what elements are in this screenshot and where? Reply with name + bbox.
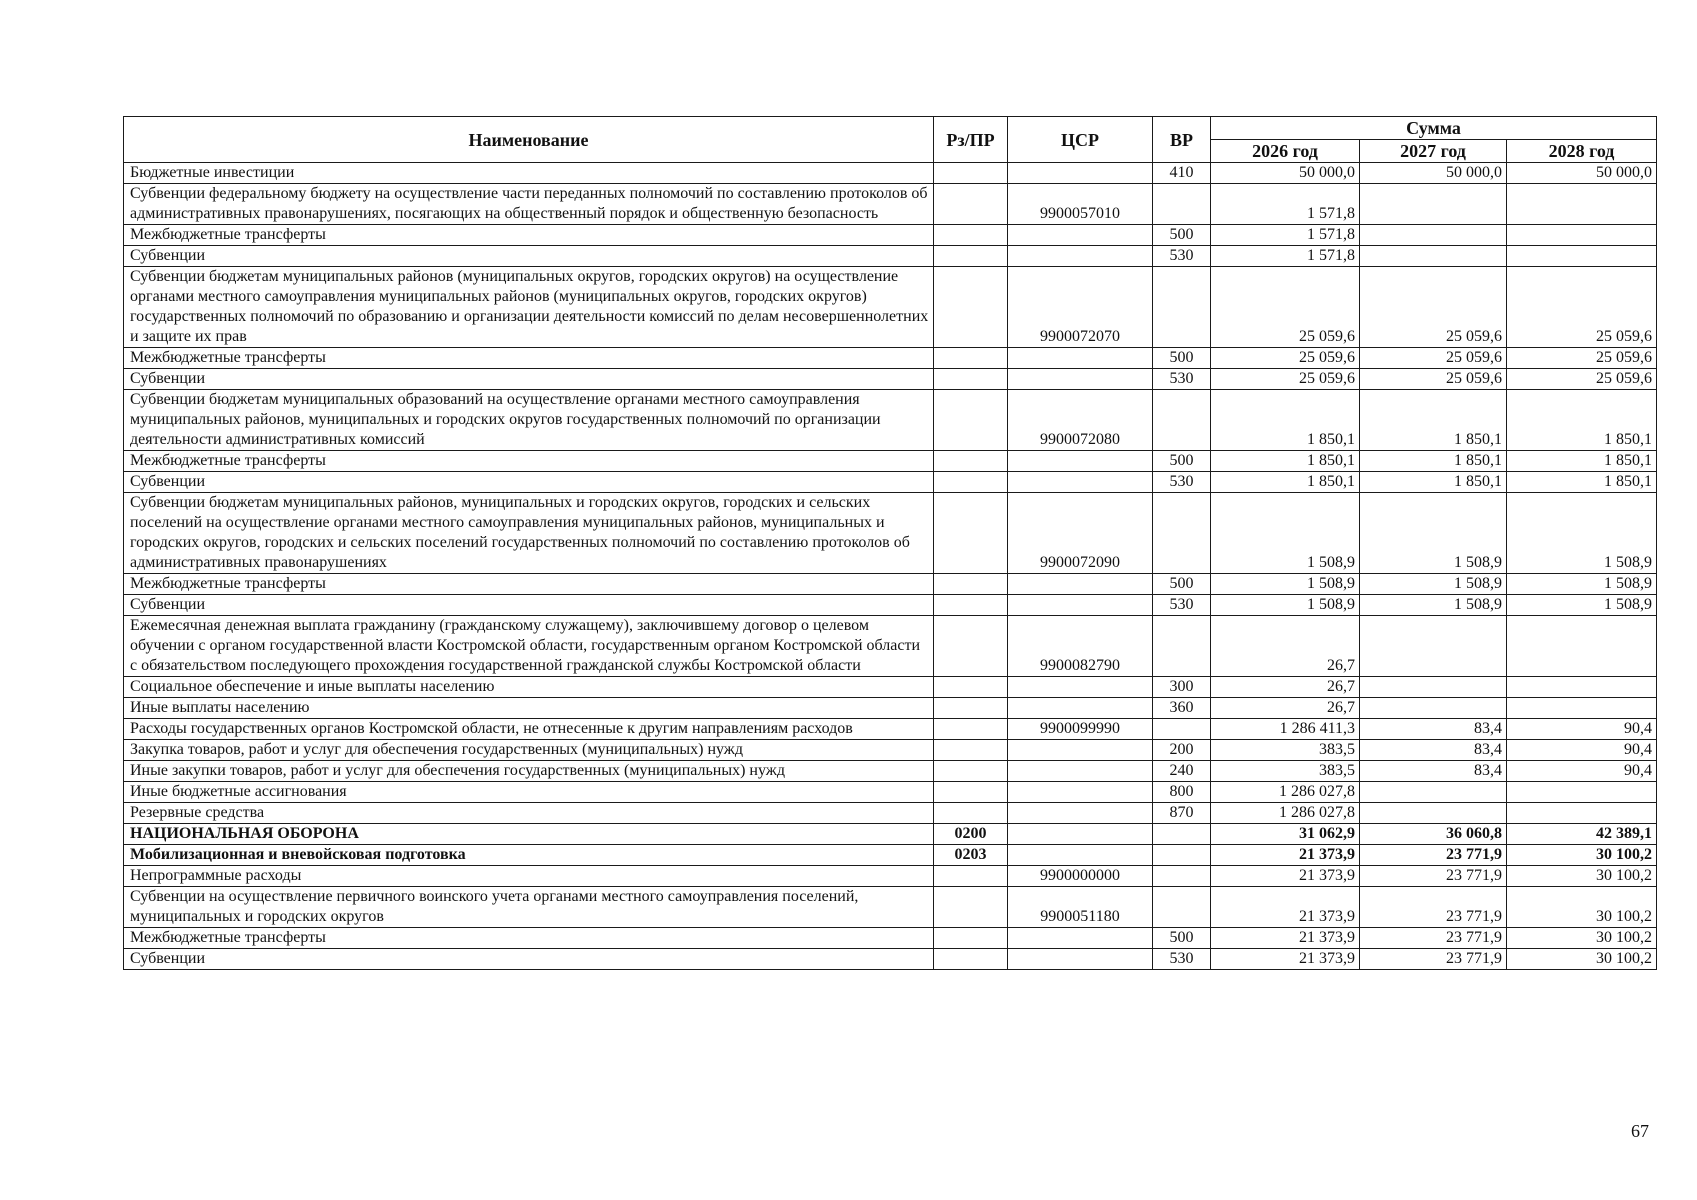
- table-row: [124, 369, 1657, 390]
- cell-name: Резервные средства: [124, 803, 934, 824]
- header-csr: ЦСР: [1008, 117, 1153, 163]
- cell-name: Субвенции: [124, 595, 934, 616]
- cell-2026: 1 571,8: [1211, 184, 1360, 225]
- cell-rzpr: [934, 616, 1008, 677]
- cell-vr: 530: [1153, 369, 1211, 390]
- cell-rzpr: [934, 246, 1008, 267]
- table-row: [124, 246, 1657, 267]
- cell-rzpr: [934, 719, 1008, 740]
- cell-vr: 500: [1153, 928, 1211, 949]
- cell-name: Закупка товаров, работ и услуг для обеспечения государственных (муниципальных) нужд: [124, 740, 934, 761]
- cell-2028: 30 100,2: [1507, 949, 1657, 970]
- table-row: [124, 616, 1657, 677]
- cell-rzpr: [934, 267, 1008, 348]
- cell-2027: [1360, 225, 1507, 246]
- cell-name: Субвенции: [124, 949, 934, 970]
- cell-vr: 200: [1153, 740, 1211, 761]
- cell-2027: [1360, 782, 1507, 803]
- cell-2028: 1 508,9: [1507, 574, 1657, 595]
- table-row: [124, 698, 1657, 719]
- table-row: [124, 803, 1657, 824]
- table-row: [124, 390, 1657, 451]
- cell-vr: [1153, 390, 1211, 451]
- cell-2027: 50 000,0: [1360, 163, 1507, 184]
- cell-csr: [1008, 246, 1153, 267]
- cell-csr: [1008, 782, 1153, 803]
- table-row: [124, 719, 1657, 740]
- cell-vr: 530: [1153, 949, 1211, 970]
- cell-2028: [1507, 184, 1657, 225]
- cell-vr: 500: [1153, 451, 1211, 472]
- header-vr: ВР: [1153, 117, 1211, 163]
- cell-vr: 530: [1153, 472, 1211, 493]
- cell-2026: 25 059,6: [1211, 267, 1360, 348]
- cell-csr: [1008, 824, 1153, 845]
- table-row: [124, 866, 1657, 887]
- cell-vr: 870: [1153, 803, 1211, 824]
- cell-2026: 1 508,9: [1211, 574, 1360, 595]
- cell-name: Межбюджетные трансферты: [124, 225, 934, 246]
- cell-2027: 83,4: [1360, 719, 1507, 740]
- cell-name: Иные выплаты населению: [124, 698, 934, 719]
- cell-rzpr: [934, 348, 1008, 369]
- cell-vr: 240: [1153, 761, 1211, 782]
- cell-2028: [1507, 803, 1657, 824]
- cell-2027: 1 508,9: [1360, 595, 1507, 616]
- table-row: [124, 782, 1657, 803]
- cell-vr: 530: [1153, 595, 1211, 616]
- cell-2026: 1 850,1: [1211, 390, 1360, 451]
- cell-2026: 25 059,6: [1211, 348, 1360, 369]
- cell-2027: 25 059,6: [1360, 348, 1507, 369]
- table-row: [124, 267, 1657, 348]
- cell-2027: [1360, 803, 1507, 824]
- cell-2027: 1 850,1: [1360, 472, 1507, 493]
- cell-csr: [1008, 803, 1153, 824]
- cell-2027: 36 060,8: [1360, 824, 1507, 845]
- cell-2026: 1 286 027,8: [1211, 803, 1360, 824]
- cell-2027: 25 059,6: [1360, 369, 1507, 390]
- table-row: [124, 451, 1657, 472]
- table-body: [124, 163, 1657, 970]
- cell-2026: 21 373,9: [1211, 928, 1360, 949]
- table-row: [124, 163, 1657, 184]
- cell-2027: 83,4: [1360, 761, 1507, 782]
- cell-2027: 25 059,6: [1360, 267, 1507, 348]
- cell-name: Субвенции бюджетам муниципальных районов, муниципальных и городских округов, городских и сельских поселений на осуществление органами местного самоуправления муниципальных районов, муниципальных и городских округов, городских и сельских поселений государственных полномочий по составлению протоколов об административных правонарушениях: [124, 493, 934, 574]
- cell-2026: 383,5: [1211, 740, 1360, 761]
- cell-rzpr: [934, 949, 1008, 970]
- table-row: [124, 887, 1657, 928]
- cell-2028: [1507, 616, 1657, 677]
- cell-name: Межбюджетные трансферты: [124, 348, 934, 369]
- cell-2028: 1 850,1: [1507, 390, 1657, 451]
- cell-name: Субвенции: [124, 246, 934, 267]
- cell-name: Субвенции: [124, 472, 934, 493]
- cell-2027: 1 850,1: [1360, 451, 1507, 472]
- cell-name: Мобилизационная и вневойсковая подготовка: [124, 845, 934, 866]
- cell-2028: 1 850,1: [1507, 472, 1657, 493]
- cell-2028: [1507, 246, 1657, 267]
- cell-2028: 90,4: [1507, 740, 1657, 761]
- cell-rzpr: [934, 225, 1008, 246]
- cell-2027: 23 771,9: [1360, 845, 1507, 866]
- cell-2027: 1 850,1: [1360, 390, 1507, 451]
- cell-csr: [1008, 163, 1153, 184]
- cell-csr: [1008, 949, 1153, 970]
- cell-2026: 50 000,0: [1211, 163, 1360, 184]
- cell-name: Социальное обеспечение и иные выплаты населению: [124, 677, 934, 698]
- cell-vr: [1153, 616, 1211, 677]
- cell-csr: 9900051180: [1008, 887, 1153, 928]
- cell-vr: [1153, 184, 1211, 225]
- cell-2028: [1507, 782, 1657, 803]
- cell-csr: [1008, 677, 1153, 698]
- cell-rzpr: [934, 369, 1008, 390]
- header-year-2027: 2027 год: [1360, 140, 1507, 163]
- cell-csr: 9900072080: [1008, 390, 1153, 451]
- cell-2026: 1 571,8: [1211, 225, 1360, 246]
- cell-csr: 9900072070: [1008, 267, 1153, 348]
- cell-name: НАЦИОНАЛЬНАЯ ОБОРОНА: [124, 824, 934, 845]
- cell-rzpr: [934, 574, 1008, 595]
- cell-csr: 9900000000: [1008, 866, 1153, 887]
- cell-2026: 383,5: [1211, 761, 1360, 782]
- cell-rzpr: [934, 782, 1008, 803]
- cell-name: Субвенции на осуществление первичного воинского учета органами местного самоуправления поселений, муниципальных и городских округов: [124, 887, 934, 928]
- cell-2026: 26,7: [1211, 677, 1360, 698]
- cell-name: Расходы государственных органов Костромской области, не отнесенные к другим направлениям расходов: [124, 719, 934, 740]
- cell-2028: 50 000,0: [1507, 163, 1657, 184]
- cell-vr: [1153, 866, 1211, 887]
- cell-2028: [1507, 677, 1657, 698]
- cell-2026: 26,7: [1211, 698, 1360, 719]
- cell-rzpr: [934, 451, 1008, 472]
- cell-2028: 90,4: [1507, 761, 1657, 782]
- cell-name: Межбюджетные трансферты: [124, 451, 934, 472]
- cell-2026: 1 286 411,3: [1211, 719, 1360, 740]
- cell-2028: [1507, 225, 1657, 246]
- header-name: Наименование: [124, 117, 934, 163]
- cell-2026: 1 508,9: [1211, 493, 1360, 574]
- cell-rzpr: 0203: [934, 845, 1008, 866]
- cell-2026: 21 373,9: [1211, 949, 1360, 970]
- cell-rzpr: [934, 595, 1008, 616]
- cell-rzpr: [934, 493, 1008, 574]
- cell-vr: 300: [1153, 677, 1211, 698]
- cell-csr: [1008, 225, 1153, 246]
- cell-rzpr: [934, 803, 1008, 824]
- cell-2028: 30 100,2: [1507, 845, 1657, 866]
- cell-csr: [1008, 595, 1153, 616]
- cell-csr: 9900099990: [1008, 719, 1153, 740]
- budget-table: [123, 116, 1657, 970]
- cell-rzpr: [934, 761, 1008, 782]
- cell-csr: [1008, 845, 1153, 866]
- cell-vr: [1153, 267, 1211, 348]
- cell-2026: 21 373,9: [1211, 866, 1360, 887]
- cell-2028: 25 059,6: [1507, 348, 1657, 369]
- cell-name: Непрограммные расходы: [124, 866, 934, 887]
- cell-name: Субвенции бюджетам муниципальных образований на осуществление органами местного самоуправления муниципальных районов, муниципальных и городских округов государственных полномочий по организации деятельности административных комиссий: [124, 390, 934, 451]
- cell-csr: [1008, 348, 1153, 369]
- cell-vr: [1153, 824, 1211, 845]
- cell-2026: 31 062,9: [1211, 824, 1360, 845]
- cell-2028: 30 100,2: [1507, 866, 1657, 887]
- cell-2026: 1 850,1: [1211, 472, 1360, 493]
- cell-csr: [1008, 472, 1153, 493]
- cell-rzpr: 0200: [934, 824, 1008, 845]
- cell-name: Субвенции бюджетам муниципальных районов (муниципальных округов, городских округов) на осуществление органами местного самоуправления муниципальных районов (муниципальных округов, городских округов) государственных полномочий по образованию и организации деятельности комиссий по делам несовершеннолетних и защите их прав: [124, 267, 934, 348]
- table-row: [124, 928, 1657, 949]
- cell-vr: [1153, 845, 1211, 866]
- cell-2026: 21 373,9: [1211, 845, 1360, 866]
- cell-2026: 25 059,6: [1211, 369, 1360, 390]
- cell-2028: 90,4: [1507, 719, 1657, 740]
- table-row: [124, 348, 1657, 369]
- table-row: [124, 184, 1657, 225]
- table-row: [124, 677, 1657, 698]
- table-row: [124, 595, 1657, 616]
- table-row: [124, 845, 1657, 866]
- cell-csr: [1008, 451, 1153, 472]
- cell-csr: 9900072090: [1008, 493, 1153, 574]
- cell-csr: [1008, 574, 1153, 595]
- cell-2028: 1 850,1: [1507, 451, 1657, 472]
- cell-vr: 360: [1153, 698, 1211, 719]
- cell-csr: 9900082790: [1008, 616, 1153, 677]
- cell-2027: 23 771,9: [1360, 887, 1507, 928]
- cell-2028: 1 508,9: [1507, 493, 1657, 574]
- cell-2028: 25 059,6: [1507, 369, 1657, 390]
- cell-vr: 500: [1153, 225, 1211, 246]
- cell-2026: 1 286 027,8: [1211, 782, 1360, 803]
- table-row: [124, 949, 1657, 970]
- cell-vr: 500: [1153, 348, 1211, 369]
- cell-2028: 1 508,9: [1507, 595, 1657, 616]
- cell-rzpr: [934, 698, 1008, 719]
- page-number: 67: [1631, 1121, 1649, 1141]
- cell-rzpr: [934, 184, 1008, 225]
- cell-name: Иные бюджетные ассигнования: [124, 782, 934, 803]
- cell-2027: 1 508,9: [1360, 574, 1507, 595]
- cell-rzpr: [934, 390, 1008, 451]
- cell-vr: 530: [1153, 246, 1211, 267]
- table-row: [124, 225, 1657, 246]
- header-sum: Сумма: [1211, 117, 1657, 140]
- table-row: [124, 574, 1657, 595]
- cell-2028: 30 100,2: [1507, 928, 1657, 949]
- cell-name: Ежемесячная денежная выплата гражданину (гражданскому служащему), заключившему договор о целевом обучении с органом государственной власти Костромской области, государственным органом Костромской области с обязательством последующего прохождения государственной гражданской службы Костромской области: [124, 616, 934, 677]
- cell-vr: 800: [1153, 782, 1211, 803]
- cell-2026: 1 571,8: [1211, 246, 1360, 267]
- cell-2028: [1507, 698, 1657, 719]
- cell-name: Межбюджетные трансферты: [124, 574, 934, 595]
- cell-2026: 1 850,1: [1211, 451, 1360, 472]
- table-row: [124, 493, 1657, 574]
- cell-2028: 30 100,2: [1507, 887, 1657, 928]
- cell-vr: 410: [1153, 163, 1211, 184]
- cell-2027: [1360, 184, 1507, 225]
- table-row: [124, 761, 1657, 782]
- header-year-2028: 2028 год: [1507, 140, 1657, 163]
- cell-2027: [1360, 616, 1507, 677]
- header-rzpr: Рз/ПР: [934, 117, 1008, 163]
- cell-name: Субвенции: [124, 369, 934, 390]
- cell-name: Межбюджетные трансферты: [124, 928, 934, 949]
- cell-rzpr: [934, 163, 1008, 184]
- cell-2027: 83,4: [1360, 740, 1507, 761]
- cell-csr: [1008, 740, 1153, 761]
- cell-csr: 9900057010: [1008, 184, 1153, 225]
- cell-2027: 23 771,9: [1360, 866, 1507, 887]
- table-row: [124, 740, 1657, 761]
- cell-2027: 1 508,9: [1360, 493, 1507, 574]
- cell-rzpr: [934, 887, 1008, 928]
- cell-vr: [1153, 887, 1211, 928]
- cell-csr: [1008, 369, 1153, 390]
- cell-rzpr: [934, 866, 1008, 887]
- cell-vr: 500: [1153, 574, 1211, 595]
- cell-vr: [1153, 493, 1211, 574]
- header-year-2026: 2026 год: [1211, 140, 1360, 163]
- cell-csr: [1008, 928, 1153, 949]
- cell-2026: 26,7: [1211, 616, 1360, 677]
- cell-name: Бюджетные инвестиции: [124, 163, 934, 184]
- cell-2026: 21 373,9: [1211, 887, 1360, 928]
- cell-csr: [1008, 698, 1153, 719]
- table-row: [124, 472, 1657, 493]
- cell-2027: [1360, 246, 1507, 267]
- cell-name: Иные закупки товаров, работ и услуг для обеспечения государственных (муниципальных) нужд: [124, 761, 934, 782]
- cell-2027: [1360, 677, 1507, 698]
- cell-2027: [1360, 698, 1507, 719]
- cell-csr: [1008, 761, 1153, 782]
- cell-rzpr: [934, 740, 1008, 761]
- table-row: [124, 824, 1657, 845]
- cell-name: Субвенции федеральному бюджету на осуществление части переданных полномочий по составлению протоколов об административных правонарушениях, посягающих на общественный порядок и общественную безопасность: [124, 184, 934, 225]
- cell-2028: 25 059,6: [1507, 267, 1657, 348]
- cell-2028: 42 389,1: [1507, 824, 1657, 845]
- cell-2027: 23 771,9: [1360, 928, 1507, 949]
- cell-rzpr: [934, 472, 1008, 493]
- cell-rzpr: [934, 928, 1008, 949]
- cell-rzpr: [934, 677, 1008, 698]
- cell-vr: [1153, 719, 1211, 740]
- cell-2027: 23 771,9: [1360, 949, 1507, 970]
- cell-2026: 1 508,9: [1211, 595, 1360, 616]
